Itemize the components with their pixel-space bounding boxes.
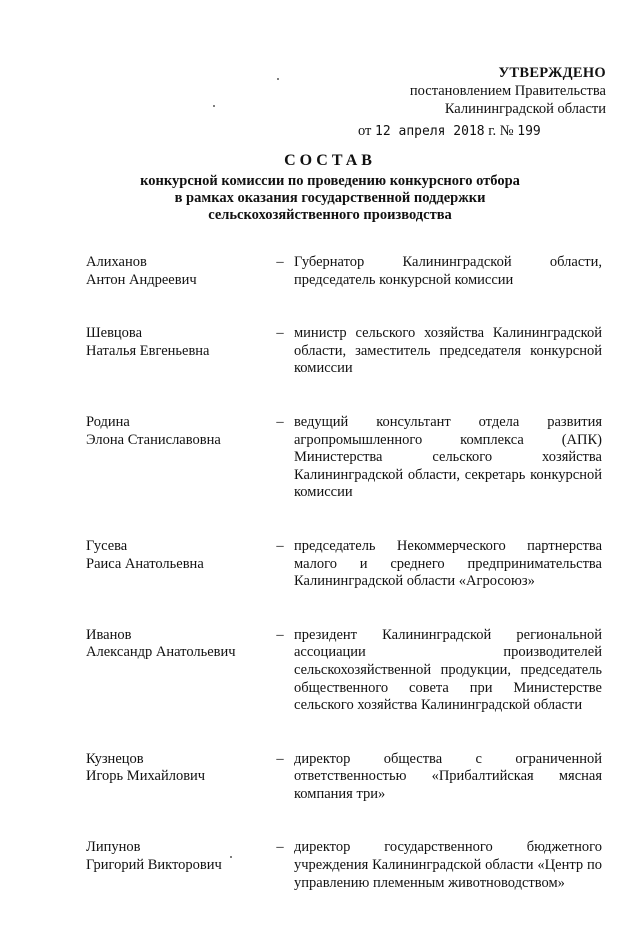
- member-surname: Шевцова: [86, 325, 143, 342]
- approved-label: УТВЕРЖДЕНО: [498, 65, 606, 81]
- member-name: [86, 538, 266, 591]
- approval-line-2: Калининградской области: [444, 101, 606, 117]
- member-given-names: Григорий Викторович: [86, 857, 222, 874]
- heading-line-1: конкурсной комиссии по проведению конкурсного отбора: [140, 173, 520, 189]
- scan-speck: [230, 856, 232, 858]
- member-given-names: Наталья Евгеньевна: [86, 342, 210, 359]
- member-position: директор общества с ограниченной ответственностью «Прибалтийская мясная компания три»: [294, 750, 602, 802]
- member-given-names: Игорь Михайлович: [86, 768, 206, 785]
- member-surname: Родина: [86, 413, 130, 430]
- member-name: [86, 627, 266, 715]
- member-row: [86, 751, 602, 804]
- members-list: [86, 254, 602, 928]
- member-surname: Липунов: [86, 839, 141, 856]
- member-row: [86, 839, 602, 892]
- member-surname: Иванов: [86, 626, 132, 643]
- member-position: президент Калининградской региональной ассоциации производителей сельскохозяйственной продукции, председатель общественного совета при Министерстве сельского хозяйства Калининградской области: [294, 626, 602, 714]
- order-prefix: от: [358, 123, 372, 139]
- member-position: директор государственного бюджетного учреждения Калининградской области «Центр по управлению племенным животноводством»: [294, 839, 602, 891]
- member-surname: Кузнецов: [86, 750, 144, 767]
- order-date: 12 апреля 2018: [375, 124, 485, 139]
- member-surname: Алиханов: [86, 254, 147, 270]
- member-name: [86, 839, 266, 892]
- member-position: ведущий консультант отдела развития агропромышленного комплекса (АПК) Министерства сельского хозяйства Калининградской области, секретарь конкурсной комиссии: [294, 413, 602, 501]
- member-row: [86, 254, 602, 289]
- approval-stamp: [346, 64, 606, 141]
- member-dash: –: [276, 839, 284, 856]
- order-number: 199: [517, 124, 541, 139]
- member-name: [86, 325, 266, 378]
- member-position: Губернатор Калининградской области, председатель конкурсной комиссии: [294, 254, 602, 288]
- member-name: [86, 751, 266, 804]
- order-mid: г. №: [488, 123, 514, 139]
- heading-line-3: сельскохозяйственного производства: [208, 207, 452, 223]
- member-position: председатель Некоммерческого партнерства малого и среднего предпринимательства Калининградской области «Агросоюз»: [294, 537, 602, 590]
- document-heading: [60, 152, 600, 224]
- scan-speck: [277, 78, 279, 80]
- member-row: [86, 325, 602, 378]
- member-position: министр сельского хозяйства Калининградской области, заместитель председателя конкурсной комиссии: [294, 325, 602, 377]
- member-name: [86, 254, 266, 289]
- member-row: [86, 538, 602, 591]
- member-dash: –: [276, 750, 284, 767]
- member-dash: –: [276, 325, 284, 342]
- member-row: [86, 627, 602, 715]
- order-line: [346, 122, 606, 141]
- member-dash: –: [276, 537, 284, 554]
- approval-line-1: постановлением Правительства: [409, 83, 606, 99]
- member-dash: –: [276, 254, 284, 270]
- member-given-names: Элона Станиславовна: [86, 431, 221, 448]
- member-given-names: Александр Анатольевич: [86, 644, 236, 661]
- member-name: [86, 414, 266, 502]
- scan-speck: [213, 105, 215, 107]
- member-dash: –: [276, 626, 284, 643]
- heading-line-2: в рамках оказания государственной поддержки: [174, 190, 486, 206]
- member-surname: Гусева: [86, 537, 128, 554]
- member-dash: –: [276, 413, 284, 430]
- member-given-names: Антон Андреевич: [86, 271, 197, 288]
- document-title: СОСТАВ: [284, 152, 376, 169]
- member-row: [86, 414, 602, 502]
- member-given-names: Раиса Анатольевна: [86, 555, 204, 572]
